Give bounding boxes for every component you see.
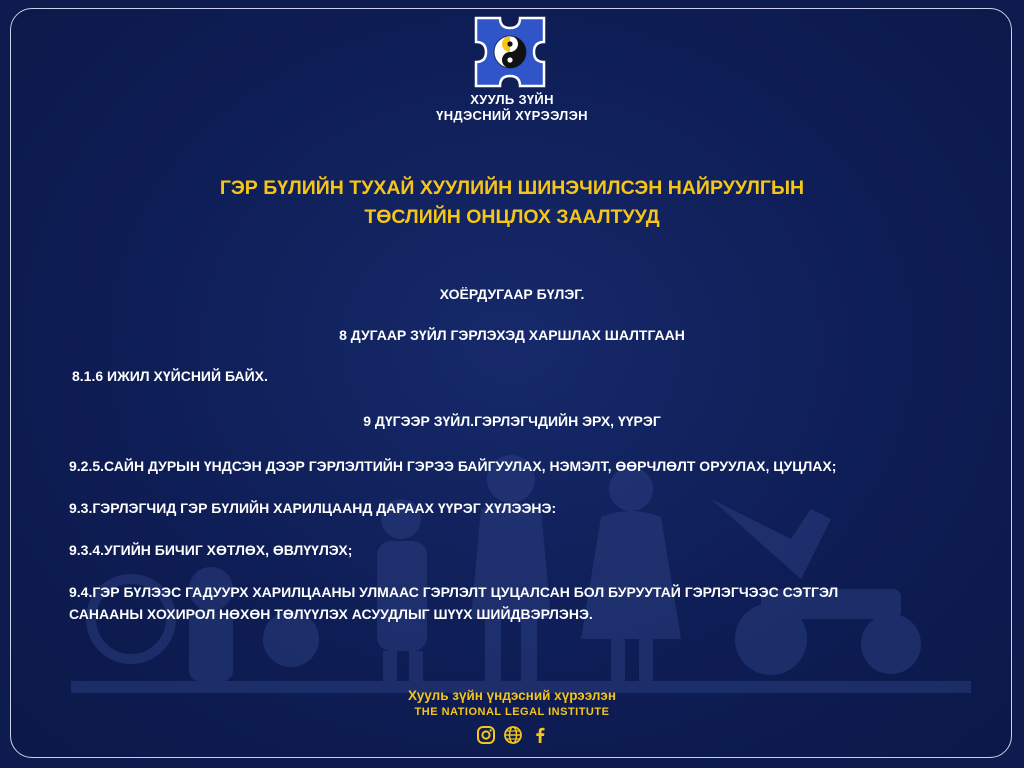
org-name-line1: ХУУЛЬ ЗҮЙН bbox=[470, 92, 554, 107]
article-9-heading: 9 ДҮГЭЭР ЗҮЙЛ.ГЭРЛЭГЧДИЙН ЭРХ, ҮҮРЭГ bbox=[363, 413, 661, 429]
item-9-3: 9.3.ГЭРЛЭГЧИД ГЭР БҮЛИЙН ХАРИЛЦААНД ДАРААХ ҮҮРЭГ ХҮЛЭЭНЭ: bbox=[69, 500, 557, 516]
instagram-icon[interactable] bbox=[476, 725, 496, 745]
item-9-4-line2: САНААНЫ ХОХИРОЛ НӨХӨН ТӨЛҮҮЛЭХ АСУУДЛЫГ ШҮҮХ ШИЙДВЭРЛЭНЭ. bbox=[69, 606, 593, 622]
chapter-heading: ХОЁРДУГААР БҮЛЭГ. bbox=[439, 286, 585, 302]
footer-org-name: Хууль зүйн үндэсний хүрээлэн bbox=[407, 688, 617, 703]
yin-yang-puzzle-logo-icon bbox=[472, 14, 548, 90]
item-9-4-line1: 9.4.ГЭР БҮЛЭЭС ГАДУУРХ ХАРИЛЦААНЫ УЛМААС ГЭРЛЭЛТ ЦУЦАЛСАН БОЛ БУРУУТАЙ ГЭРЛЭГЧЭЭС СЭТГЭЛ bbox=[69, 584, 839, 600]
facebook-icon[interactable] bbox=[530, 725, 550, 745]
footer-org-name-en: THE NATIONAL LEGAL INSTITUTE bbox=[414, 706, 610, 718]
page-title-line2: ТӨСЛИЙН ОНЦЛОХ ЗААЛТУУД bbox=[364, 206, 660, 228]
article-8-heading: 8 ДУГААР ЗҮЙЛ ГЭРЛЭХЭД ХАРШЛАХ ШАЛТГААН bbox=[339, 327, 685, 343]
globe-icon[interactable] bbox=[503, 725, 523, 745]
social-icons bbox=[476, 725, 550, 745]
item-9-3-4: 9.3.4.УГИЙН БИЧИГ ХӨТЛӨХ, ӨВЛҮҮЛЭХ; bbox=[69, 542, 353, 558]
page-title-line1: ГЭР БҮЛИЙН ТУХАЙ ХУУЛИЙН ШИНЭЧИЛСЭН НАЙРУУЛГЫН bbox=[219, 177, 805, 199]
item-9-2-5: 9.2.5.САЙН ДУРЫН ҮНДСЭН ДЭЭР ГЭРЛЭЛТИЙН ГЭРЭЭ БАЙГУУЛАХ, НЭМЭЛТ, ӨӨРЧЛӨЛТ ОРУУЛАХ, ЦУЦЛАХ; bbox=[69, 458, 837, 474]
item-8-1-6: 8.1.6 ИЖИЛ ХҮЙСНИЙ БАЙХ. bbox=[72, 368, 268, 384]
org-name-line2: ҮНДЭСНИЙ ХҮРЭЭЛЭН bbox=[436, 108, 588, 123]
